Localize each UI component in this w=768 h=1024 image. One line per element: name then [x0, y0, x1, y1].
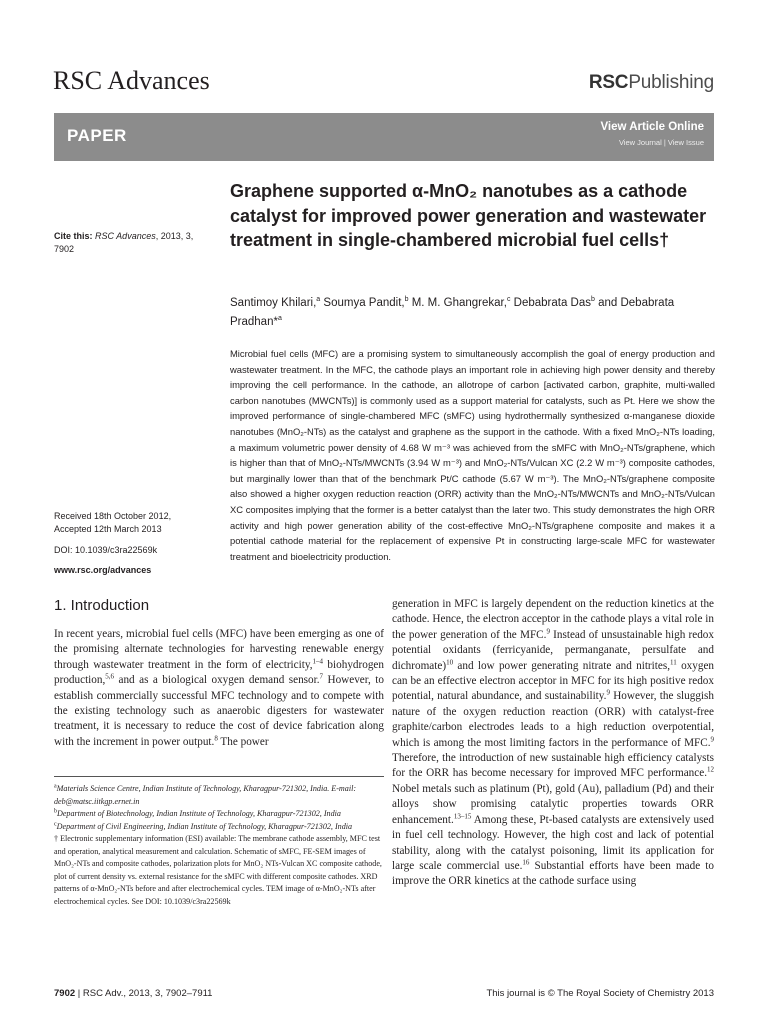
footnotes: [54, 783, 384, 908]
text-run: and Debabrata Pradhan*: [230, 296, 675, 329]
footnote-mark: b: [54, 808, 57, 815]
view-article-online-link[interactable]: View Article Online: [600, 121, 704, 133]
citation-info: Cite this: RSC Advances, 2013, 3, 7902: [54, 231, 194, 254]
text-run: However, to establish commercially successful MFC technology and to compete with the existing technology such as anaerobic digesters for wastewater treatment, it is necessary to reduce the cost of device fabrication along with the increment in power output.: [54, 674, 384, 748]
superscript-ref: 13–15: [453, 811, 472, 820]
text-run: The power: [217, 735, 269, 748]
text-run: Therefore, the introduction of new sustainable high efficiency catalysts for the ORR has become necessary for improved MFC performance.: [392, 752, 714, 780]
text-run: M. M. Ghangrekar,: [408, 296, 507, 309]
text-run: In recent years, microbial fuel cells (MFC) have been emerging as one of the promising alternate technologies for harvesting renewable energy through wastewater treatment in the form of electricity,: [54, 628, 384, 671]
text-run: and as a biological oxygen demand sensor.: [114, 674, 320, 687]
doi: DOI: 10.1039/c3ra22569k: [54, 545, 158, 555]
text-run: Debabrata Das: [510, 296, 591, 309]
footnote-item: [54, 833, 384, 908]
text-run: However, the sluggish nature of the oxygen reduction reaction (ORR) with catalyst-free graphite/carbon electrodes leads to a high reduction overpotential, which is among the most limiting factors in the performance of MFC.: [392, 690, 714, 749]
received-dates: Received 18th October 2012, Accepted 12th March 2013: [54, 511, 172, 534]
text-run: Soumya Pandit,: [320, 296, 405, 309]
text-run: and low power generating nitrate and nitrites,: [453, 659, 670, 672]
superscript-ref: 10: [446, 657, 454, 666]
footnote-text: Department of Civil Engineering, Indian Institute of Technology, Kharagpur-721302, India: [56, 821, 353, 831]
text-run: Nobel metals such as platinum (Pt), gold (Au), palladium (Pd) and their alloys show promising catalytic properties towards ORR enhancement.: [392, 782, 714, 826]
superscript-ref: 12: [707, 765, 714, 774]
superscript-ref: 7: [319, 672, 324, 681]
page-footer-copyright: This journal is © The Royal Society of Chemistry 2013: [486, 988, 714, 999]
text-run: oxygen can be an effective electron acceptor in MFC for its high positive redox potential, natural abundance, and sustainability.: [392, 659, 715, 703]
superscript-ref: 9: [606, 688, 610, 697]
superscript-ref: 16: [522, 858, 530, 867]
footnote-item: [54, 821, 384, 834]
text-run: biohydrogen production,: [54, 658, 384, 687]
superscript-ref: 1–4: [312, 657, 324, 666]
text-run: Instead of unsustainable high redox potential oxidants (ferricyanide, permanganate, persulfate and dichromate): [392, 628, 714, 672]
superscript-ref: 5,6: [105, 672, 115, 681]
article-title: Graphene supported α-MnO₂ nanotubes as a cathode catalyst for improved power generation and wastewater treatment in single-chambered microbial fuel cells†: [230, 181, 707, 250]
body-column-right: [392, 597, 714, 890]
paper-type-label: PAPER: [67, 126, 127, 145]
abstract: Microbial fuel cells (MFC) are a promising system to simultaneously accomplish the goal of energy production and wastewater treatment. In the MFC, the cathode plays an important role in achieving high power density and thereby improving the cell performance. In the cathode, an allotrope of carbon [activated carbon, graphite, multi-walled carbon nanotubes (MWCNTs)] is commonly used as a support material for catalysts, such as Pt. Here we show the improved performance of single-chambered MFC (sMFC) using hydrothermally synthesized α-manganese dioxide nanotubes (MnO₂-NTs) as the catalyst and graphene as the support in the cathode. With a fixed MnO₂-NTs loading, a maximum volumetric power density of 4.68 W m⁻³ was achieved from the sMFC with MnO₂-NTs/graphene, which is higher than that of MnO₂-NTs/MWCNTs (3.94 W m⁻³) and MnO₂-NTs/Vulcan XC (2.2 W m⁻³) composite cathodes, but marginally lower than that of the benchmark Pt/C cathode (5.67 W m⁻³). The MnO₂-NTs/graphene composite also showed a higher oxygen reduction reaction (ORR) activity than the MnO₂-NTs/MWCNTs and MnO₂-NTs/Vulcan XC composites implying that the former is a better catalyst than the later two. This study demonstrates the high ORR activity and high power generation ability of the cost-effective MnO₂-NTs/graphene composite and makes it a potential cathode material for the replacement of expensive Pt in constructing large-scale MFC for wastewater treatment and bioelectricity production.: [230, 348, 715, 562]
superscript-ref: b: [590, 296, 595, 303]
superscript-ref: 9: [710, 734, 714, 743]
superscript-ref: a: [277, 315, 282, 323]
superscript-ref: 9: [546, 627, 550, 636]
text-run: Substantial efforts have been made to improve the ORR kinetics at the cathode surface using: [392, 859, 714, 888]
author-list: [230, 292, 715, 331]
footnote-text: Electronic supplementary information (ESI) available: The membrane cathode assembly, MFC test and operation, analytical measurement and calculation. Schematic of sMFC, FE-SEM images of MnO₂-NTs and composite cathodes, polarization plots for MnO₂ NTs-Vulcan XC composite cathode, plot of current density vs. external resistance for the sMFC with different composite cathodes. XRD patterns of α-MnO₂-NTs before and after electrochemical cycles. TEM image of α-MnO₂-NTs after electrochemical cycles. See DOI: 10.1039/c3ra22569k: [54, 834, 382, 906]
footnote-divider: [54, 776, 384, 777]
footnote-item: [54, 808, 384, 821]
superscript-ref: c: [506, 296, 511, 303]
page-footer-citation: 7902 | RSC Adv., 2013, 3, 7902–7911: [54, 988, 213, 999]
publisher-logo: RSCPublishing: [588, 72, 714, 93]
text-run: Santimoy Khilari,: [230, 296, 317, 309]
view-journal-issue-links[interactable]: View Journal | View Issue: [618, 138, 704, 147]
text-run: generation in MFC is largely dependent on the reduction kinetics at the cathode. Hence, the electron acceptor in the cathode plays a vital role in the power generation of the MFC.: [392, 598, 714, 641]
body-column-left: [54, 627, 384, 750]
superscript-ref: b: [404, 296, 409, 303]
footnote-mark: a: [54, 783, 57, 790]
paper-type-bar: [54, 113, 714, 161]
superscript-ref: a: [316, 296, 321, 303]
footnote-mark: c: [54, 820, 57, 827]
journal-title: RSC Advances: [53, 66, 210, 95]
section-heading-introduction: 1. Introduction: [54, 597, 150, 614]
superscript-ref: 8: [214, 734, 218, 743]
footnote-text: Materials Science Centre, Indian Institute of Technology, Kharagpur-721302, India. E-mail: deb@matsc.iitkgp.ernet.in: [54, 784, 357, 806]
footnote-item: [54, 783, 384, 808]
footnote-mark: †: [54, 834, 61, 843]
superscript-ref: 11: [670, 657, 677, 666]
journal-website-link[interactable]: www.rsc.org/advances: [54, 565, 152, 575]
footnote-text: Department of Biotechnology, Indian Institute of Technology, Kharagpur-721302, India: [57, 809, 341, 818]
text-run: Among these, Pt-based catalysts are extensively used in fuel cell technology. However, the high cost and lack of potential stability, along with the catalyst poisoning, limit its application for large scale commercial use.: [392, 813, 714, 872]
